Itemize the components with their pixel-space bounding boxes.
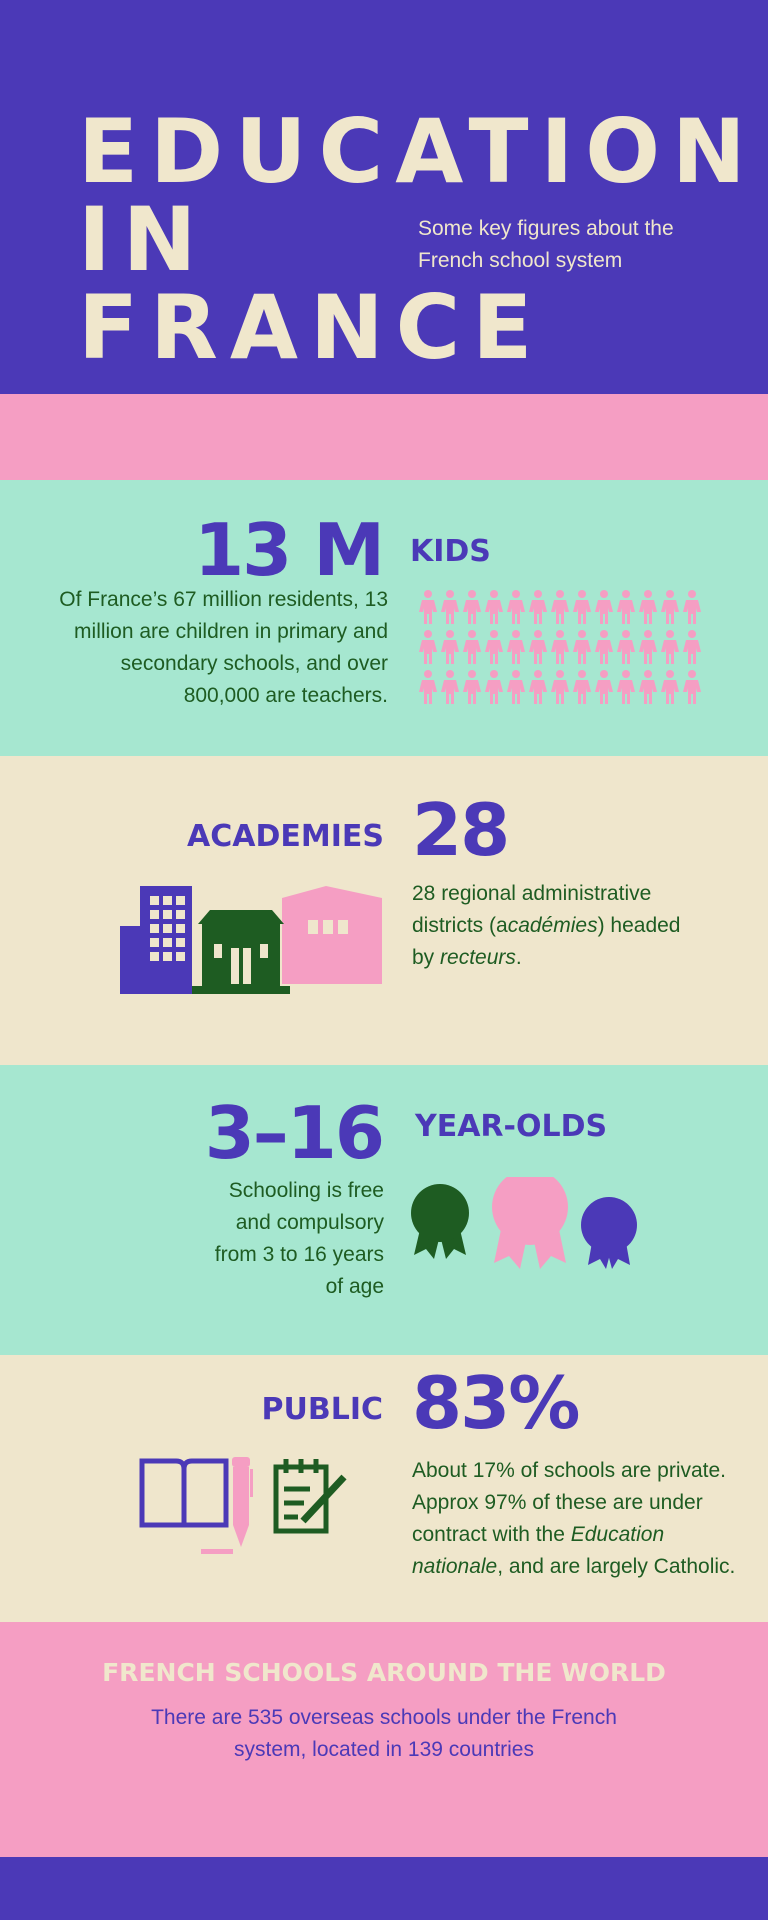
award-ribbon-icon-green	[411, 1184, 469, 1259]
title-line-3: FRANCE	[78, 276, 545, 379]
academies-figure: 28	[412, 788, 509, 872]
academies-description: 28 regional administrative districts (académies) headed by recteurs.	[412, 882, 681, 969]
person-icon	[617, 670, 635, 704]
hero-section	[0, 0, 768, 394]
academies-label: ACADEMIES	[187, 819, 384, 854]
ages-section	[0, 1065, 768, 1355]
person-icon	[595, 590, 613, 624]
world-section	[0, 1622, 768, 1857]
person-icon	[463, 590, 481, 624]
title-line-1: EDUCATION	[78, 100, 758, 203]
office-building-icon	[120, 886, 192, 994]
ages-figure: 3–16	[204, 1091, 383, 1175]
pink-divider	[0, 394, 768, 480]
person-icon	[595, 670, 613, 704]
person-icon	[529, 630, 547, 664]
buildings-icon-group	[118, 886, 388, 1016]
person-icon	[661, 670, 679, 704]
kids-section	[0, 480, 768, 756]
person-icon	[639, 630, 657, 664]
person-icon	[507, 670, 525, 704]
person-icon	[661, 590, 679, 624]
person-icon	[485, 590, 503, 624]
person-icon	[683, 590, 701, 624]
school-supplies-group	[138, 1455, 358, 1565]
open-book-icon	[140, 1461, 228, 1527]
footer-band	[0, 1857, 768, 1920]
person-icon	[639, 590, 657, 624]
people-icon-grid	[418, 588, 708, 718]
person-icon	[419, 630, 437, 664]
person-icon	[507, 590, 525, 624]
award-ribbon-icon-purple	[581, 1197, 637, 1269]
person-icon	[573, 630, 591, 664]
world-title: FRENCH SCHOOLS AROUND THE WORLD	[102, 1658, 666, 1687]
kids-description: Of France’s 67 million residents, 13 million are children in primary and secondary schools, and over 800,000 are teachers.	[59, 588, 388, 707]
person-icon	[551, 670, 569, 704]
page-subtitle: Some key figures about the French school system	[418, 217, 674, 272]
person-icon	[507, 630, 525, 664]
school-house-icon	[192, 910, 290, 994]
award-ribbon-icon-pink	[492, 1177, 568, 1269]
person-icon	[485, 670, 503, 704]
person-icon	[529, 590, 547, 624]
person-icon	[463, 630, 481, 664]
kids-figure: 13 M	[194, 508, 383, 592]
person-icon	[683, 630, 701, 664]
person-icon	[573, 590, 591, 624]
world-description: There are 535 overseas schools under the French system, located in 139 countries	[151, 1706, 617, 1761]
person-icon	[639, 670, 657, 704]
ages-label: YEAR-OLDS	[415, 1109, 608, 1144]
person-icon	[595, 630, 613, 664]
academies-section	[0, 756, 768, 1065]
person-icon	[419, 670, 437, 704]
person-icon	[441, 670, 459, 704]
notepad-icon	[276, 1459, 344, 1531]
person-icon	[683, 670, 701, 704]
kids-label: KIDS	[410, 534, 491, 569]
title-line-2: IN	[78, 188, 209, 291]
person-icon	[529, 670, 547, 704]
person-icon	[573, 670, 591, 704]
person-icon	[463, 670, 481, 704]
public-figure: 83%	[412, 1361, 579, 1445]
person-icon	[485, 630, 503, 664]
person-icon	[441, 630, 459, 664]
person-icon	[551, 590, 569, 624]
person-icon	[661, 630, 679, 664]
pink-building-icon	[282, 886, 382, 984]
person-icon	[617, 590, 635, 624]
public-description: About 17% of schools are private. Approx 97% of these are under contract with the Education nationale, and are largely Catholic.	[412, 1459, 736, 1578]
public-label: PUBLIC	[261, 1392, 383, 1427]
person-icon	[617, 630, 635, 664]
person-icon	[441, 590, 459, 624]
award-ribbons-group	[410, 1177, 670, 1307]
public-section	[0, 1355, 768, 1622]
person-icon	[419, 590, 437, 624]
ages-description: Schooling is free and compulsory from 3 to 16 years of age	[214, 1179, 384, 1298]
person-icon	[551, 630, 569, 664]
